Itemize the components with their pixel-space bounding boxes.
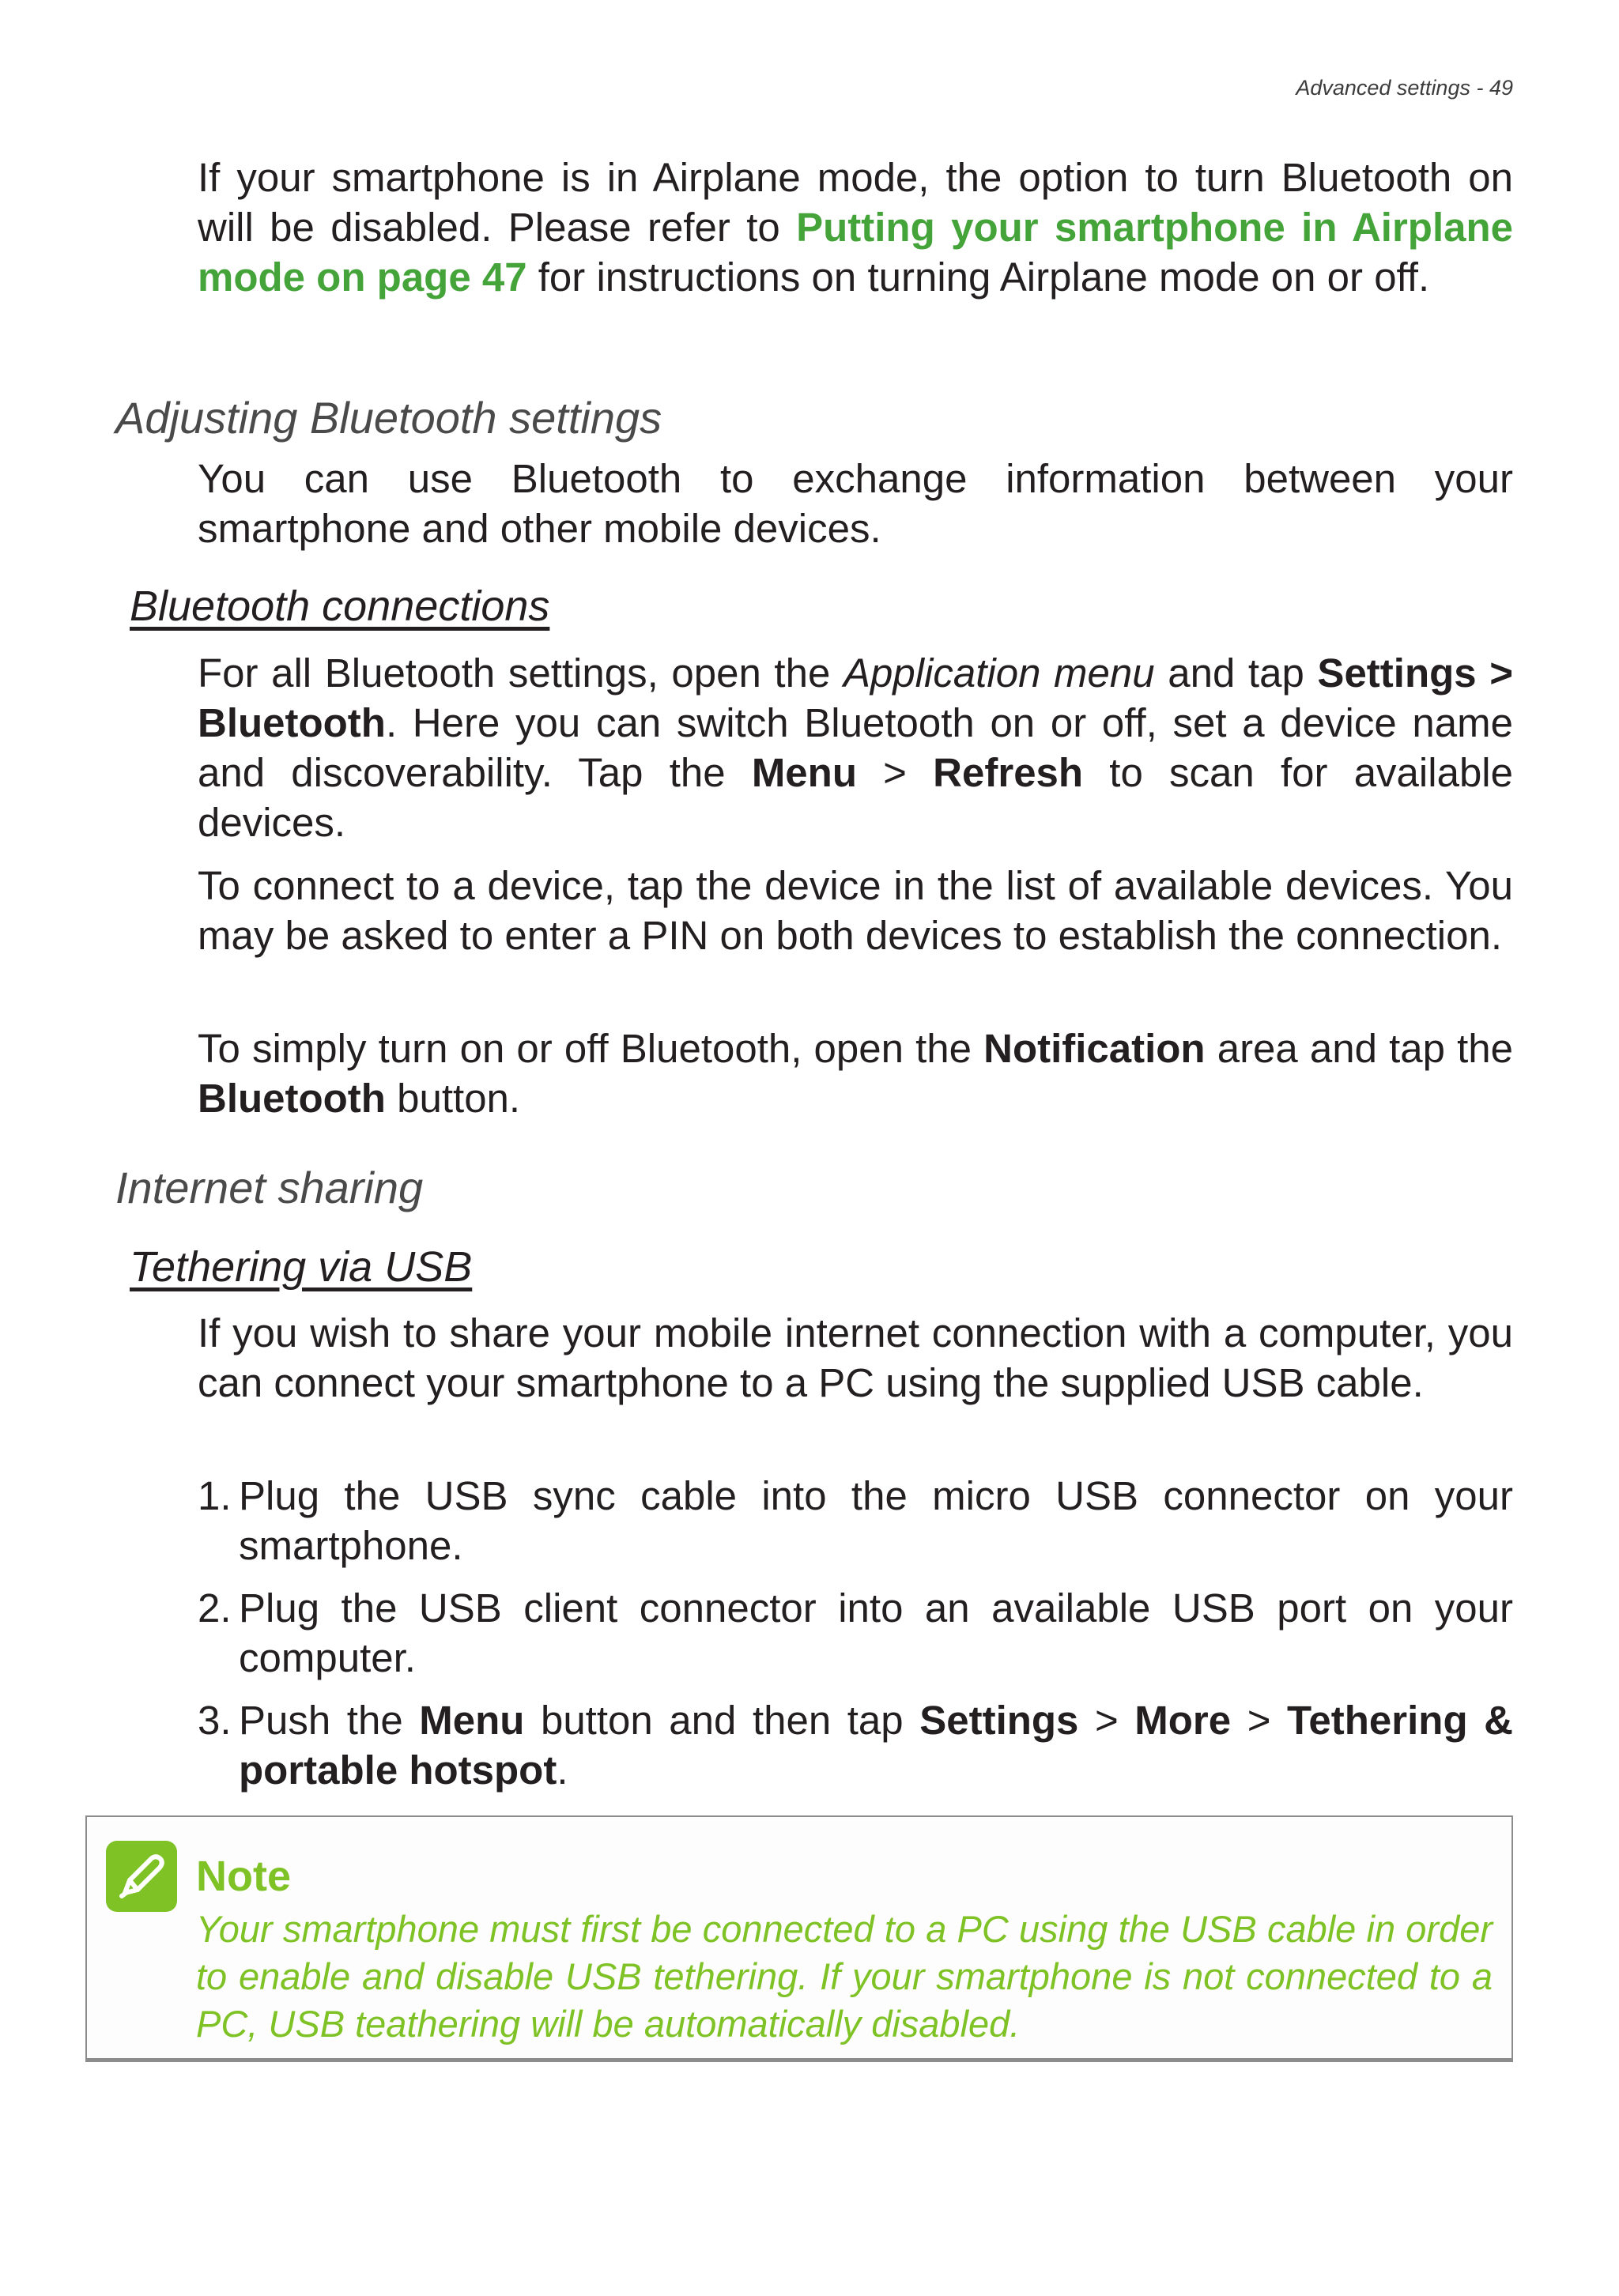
subheading-bluetooth-connections: Bluetooth connections (130, 582, 550, 630)
step-text: Plug the USB sync cable into the micro USB connector on your smartphone. (239, 1473, 1513, 1568)
heading-adjusting-bluetooth: Adjusting Bluetooth settings (115, 393, 662, 443)
tethering-intro-paragraph: If you wish to share your mobile internet connection with a computer, you can connect your smartphone to a PC using the supplied USB cable. (198, 1310, 1513, 1405)
settings-term: Settings (919, 1698, 1079, 1743)
menu-term: Menu (751, 750, 857, 795)
running-head: Advanced settings - 49 (1296, 76, 1513, 100)
intro-text-before: If your smartphone is in Airplane mode, the option to turn Bluetooth on will be disabled. Please refer to (198, 155, 1513, 250)
step3-separator-2: > (1231, 1698, 1288, 1743)
p3-text-2: area and tap the (1205, 1026, 1513, 1071)
more-term: More (1134, 1698, 1232, 1743)
heading-internet-sharing: Internet sharing (115, 1163, 424, 1212)
airplane-mode-link[interactable]: Putting your smartphone in Airplane mode on page 47 (198, 205, 1513, 300)
subheading-tethering-usb: Tethering via USB (130, 1243, 473, 1291)
refresh-term: Refresh (933, 750, 1084, 795)
p1-text-4: to scan for available devices. (198, 750, 1513, 845)
p3-text-1: To simply turn on or off Bluetooth, open the (198, 1026, 984, 1071)
step-number: 3. (198, 1698, 232, 1743)
step-text: Plug the USB client connector into an available USB port on your computer. (239, 1585, 1513, 1680)
toggle-bluetooth-paragraph (198, 1024, 1513, 1123)
list-item (198, 1583, 1513, 1683)
step-number: 1. (198, 1473, 232, 1518)
airplane-mode-paragraph (198, 153, 1513, 302)
connect-device-paragraph: To connect to a device, tap the device in the list of available devices. You may be asked to enter a PIN on both devices to establish the connection. (198, 863, 1513, 958)
application-menu-term: Application menu (843, 650, 1155, 696)
intro-text-after: for instructions on turning Airplane mode on or off. (526, 254, 1430, 300)
p3-text-3: button. (385, 1076, 521, 1121)
tethering-hotspot-term: Tethering & portable hotspot (239, 1698, 1513, 1793)
pencil-icon (106, 1841, 177, 1912)
bluetooth-settings-paragraph (198, 648, 1513, 847)
step-text (239, 1695, 1513, 1795)
step3-text-1: Push the (239, 1698, 420, 1743)
step-number: 2. (198, 1585, 232, 1631)
step3-text-2: button and then tap (524, 1698, 920, 1743)
note-title: Note (196, 1853, 291, 1900)
p1-text-1: For all Bluetooth settings, open the (198, 650, 843, 696)
bluetooth-term: Bluetooth (198, 1076, 386, 1121)
settings-bluetooth-term: Settings > Bluetooth (198, 650, 1513, 745)
p1-separator: > (856, 750, 934, 795)
menu-term: Menu (419, 1698, 525, 1743)
p1-text-3: . Here you can switch Bluetooth on or off, set a device name and discoverability. Tap the (198, 700, 1513, 795)
step3-text-3: . (557, 1747, 568, 1793)
notification-term: Notification (983, 1026, 1206, 1071)
step3-separator-1: > (1078, 1698, 1135, 1743)
bluetooth-intro-paragraph: You can use Bluetooth to exchange information between your smartphone and other mobile devices. (198, 456, 1513, 551)
list-item (198, 1695, 1513, 1795)
note-box (85, 1815, 1513, 2062)
p1-text-2: and tap (1154, 650, 1318, 696)
list-item (198, 1471, 1513, 1570)
note-text: Your smartphone must first be connected to a PC using the USB cable in order to enable and disable USB tethering. If your smartphone is not connected to a PC, USB teathering will be automatically disabled. (196, 1908, 1493, 2045)
